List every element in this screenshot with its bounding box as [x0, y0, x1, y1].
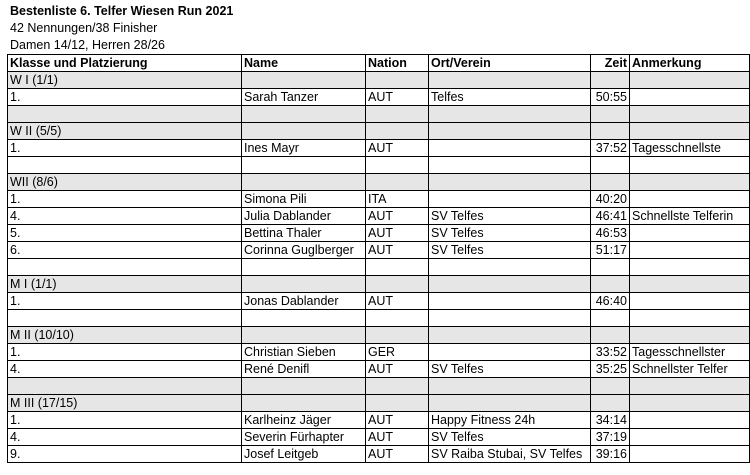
empty-cell [366, 106, 429, 123]
empty-cell [591, 276, 630, 293]
nation-cell: AUT [366, 293, 429, 310]
spacer-row [8, 157, 750, 174]
empty-cell [242, 310, 366, 327]
club-cell: Telfes [429, 89, 591, 106]
time-cell: 46:53 [591, 225, 630, 242]
document-title: Bestenliste 6. Telfer Wiesen Run 2021 [10, 4, 234, 18]
spacer-row [8, 106, 750, 123]
table-header-row [8, 55, 750, 72]
class-label: W I (1/1) [8, 72, 242, 89]
class-header-row [8, 395, 750, 412]
name-cell: Jonas Dablander [242, 293, 366, 310]
nation-cell: AUT [366, 140, 429, 157]
class-label: M I (1/1) [8, 276, 242, 293]
empty-cell [429, 310, 591, 327]
note-cell [630, 412, 750, 429]
empty-cell [630, 276, 750, 293]
club-cell [429, 140, 591, 157]
empty-cell [242, 72, 366, 89]
class-header-row [8, 72, 750, 89]
empty-cell [630, 395, 750, 412]
empty-cell [242, 106, 366, 123]
spacer-row [8, 378, 750, 395]
empty-cell [429, 327, 591, 344]
club-cell [429, 293, 591, 310]
table-row [8, 208, 750, 225]
table-row [8, 361, 750, 378]
class-header-row [8, 327, 750, 344]
nation-cell: AUT [366, 412, 429, 429]
empty-cell [630, 259, 750, 276]
place-cell: 1. [8, 89, 242, 106]
nation-cell: GER [366, 344, 429, 361]
club-cell: SV Telfes [429, 242, 591, 259]
table-row [8, 412, 750, 429]
column-header-class: Klasse und Platzierung [8, 55, 242, 72]
table-row [8, 191, 750, 208]
note-cell [630, 429, 750, 446]
note-cell [630, 191, 750, 208]
entries-summary: 42 Nennungen/38 Finisher [10, 21, 158, 35]
note-cell: Schnellste Telferin [630, 208, 750, 225]
time-cell: 35:25 [591, 361, 630, 378]
empty-cell [429, 106, 591, 123]
empty-cell [366, 395, 429, 412]
nation-cell: AUT [366, 446, 429, 463]
place-cell: 4. [8, 361, 242, 378]
empty-cell [366, 276, 429, 293]
document-header [0, 0, 750, 54]
table-row [8, 140, 750, 157]
empty-cell [8, 310, 242, 327]
table-row [8, 242, 750, 259]
empty-cell [429, 72, 591, 89]
nation-cell: AUT [366, 242, 429, 259]
column-header-time: Zeit [591, 55, 630, 72]
spacer-row [8, 310, 750, 327]
table-row [8, 89, 750, 106]
place-cell: 1. [8, 140, 242, 157]
class-label: M II (10/10) [8, 327, 242, 344]
empty-cell [591, 395, 630, 412]
empty-cell [429, 174, 591, 191]
empty-cell [630, 310, 750, 327]
club-cell: SV Telfes [429, 429, 591, 446]
time-cell: 37:19 [591, 429, 630, 446]
empty-cell [366, 72, 429, 89]
time-cell: 40:20 [591, 191, 630, 208]
name-cell: Bettina Thaler [242, 225, 366, 242]
nation-cell: AUT [366, 89, 429, 106]
empty-cell [242, 327, 366, 344]
empty-cell [366, 378, 429, 395]
empty-cell [242, 174, 366, 191]
empty-cell [429, 157, 591, 174]
club-cell: SV Telfes [429, 225, 591, 242]
place-cell: 1. [8, 412, 242, 429]
empty-cell [366, 174, 429, 191]
place-cell: 1. [8, 344, 242, 361]
place-cell: 9. [8, 446, 242, 463]
class-label: WII (8/6) [8, 174, 242, 191]
empty-cell [630, 72, 750, 89]
empty-cell [242, 378, 366, 395]
table-row [8, 225, 750, 242]
empty-cell [366, 310, 429, 327]
empty-cell [630, 378, 750, 395]
note-cell [630, 242, 750, 259]
place-cell: 1. [8, 191, 242, 208]
empty-cell [242, 259, 366, 276]
empty-cell [630, 123, 750, 140]
note-cell [630, 446, 750, 463]
place-cell: 1. [8, 293, 242, 310]
column-header-note: Anmerkung [630, 55, 750, 72]
results-body [8, 72, 750, 463]
empty-cell [429, 276, 591, 293]
nation-cell: AUT [366, 361, 429, 378]
note-cell: Tagesschnellster [630, 344, 750, 361]
table-row [8, 429, 750, 446]
empty-cell [242, 157, 366, 174]
time-cell: 46:41 [591, 208, 630, 225]
time-cell: 37:52 [591, 140, 630, 157]
club-cell [429, 191, 591, 208]
name-cell: Severin Fürhapter [242, 429, 366, 446]
nation-cell: AUT [366, 208, 429, 225]
empty-cell [591, 157, 630, 174]
empty-cell [429, 378, 591, 395]
empty-cell [242, 395, 366, 412]
results-table [7, 54, 750, 463]
empty-cell [366, 157, 429, 174]
empty-cell [630, 174, 750, 191]
empty-cell [242, 123, 366, 140]
name-cell: Christian Sieben [242, 344, 366, 361]
time-cell: 39:16 [591, 446, 630, 463]
nation-cell: AUT [366, 225, 429, 242]
club-cell: SV Telfes [429, 208, 591, 225]
club-cell: Happy Fitness 24h [429, 412, 591, 429]
table-row [8, 446, 750, 463]
empty-cell [591, 310, 630, 327]
class-label: W II (5/5) [8, 123, 242, 140]
table-row [8, 344, 750, 361]
place-cell: 5. [8, 225, 242, 242]
empty-cell [242, 276, 366, 293]
name-cell: Karlheinz Jäger [242, 412, 366, 429]
name-cell: Josef Leitgeb [242, 446, 366, 463]
nation-cell: ITA [366, 191, 429, 208]
empty-cell [591, 378, 630, 395]
column-header-club: Ort/Verein [429, 55, 591, 72]
club-cell: SV Raiba Stubai, SV Telfes [429, 446, 591, 463]
empty-cell [591, 123, 630, 140]
empty-cell [591, 259, 630, 276]
note-cell [630, 293, 750, 310]
place-cell: 4. [8, 429, 242, 446]
time-cell: 34:14 [591, 412, 630, 429]
empty-cell [591, 327, 630, 344]
time-cell: 33:52 [591, 344, 630, 361]
name-cell: Simona Pili [242, 191, 366, 208]
empty-cell [429, 395, 591, 412]
class-header-row [8, 276, 750, 293]
name-cell: René Denifl [242, 361, 366, 378]
note-cell [630, 225, 750, 242]
spacer-row [8, 259, 750, 276]
empty-cell [366, 123, 429, 140]
time-cell: 51:17 [591, 242, 630, 259]
empty-cell [8, 378, 242, 395]
note-cell: Schnellster Telfer [630, 361, 750, 378]
name-cell: Julia Dablander [242, 208, 366, 225]
empty-cell [8, 157, 242, 174]
empty-cell [591, 106, 630, 123]
place-cell: 6. [8, 242, 242, 259]
table-row [8, 293, 750, 310]
empty-cell [366, 259, 429, 276]
empty-cell [591, 72, 630, 89]
empty-cell [429, 123, 591, 140]
gender-summary: Damen 14/12, Herren 28/26 [10, 38, 165, 52]
empty-cell [630, 157, 750, 174]
empty-cell [591, 174, 630, 191]
note-cell: Tagesschnellste [630, 140, 750, 157]
class-header-row [8, 123, 750, 140]
empty-cell [8, 259, 242, 276]
empty-cell [630, 106, 750, 123]
empty-cell [8, 106, 242, 123]
class-label: M III (17/15) [8, 395, 242, 412]
note-cell [630, 89, 750, 106]
class-header-row [8, 174, 750, 191]
empty-cell [429, 259, 591, 276]
club-cell: SV Telfes [429, 361, 591, 378]
name-cell: Corinna Guglberger [242, 242, 366, 259]
name-cell: Sarah Tanzer [242, 89, 366, 106]
time-cell: 50:55 [591, 89, 630, 106]
empty-cell [366, 327, 429, 344]
time-cell: 46:40 [591, 293, 630, 310]
club-cell [429, 344, 591, 361]
place-cell: 4. [8, 208, 242, 225]
column-header-name: Name [242, 55, 366, 72]
nation-cell: AUT [366, 429, 429, 446]
name-cell: Ines Mayr [242, 140, 366, 157]
empty-cell [630, 327, 750, 344]
column-header-nation: Nation [366, 55, 429, 72]
